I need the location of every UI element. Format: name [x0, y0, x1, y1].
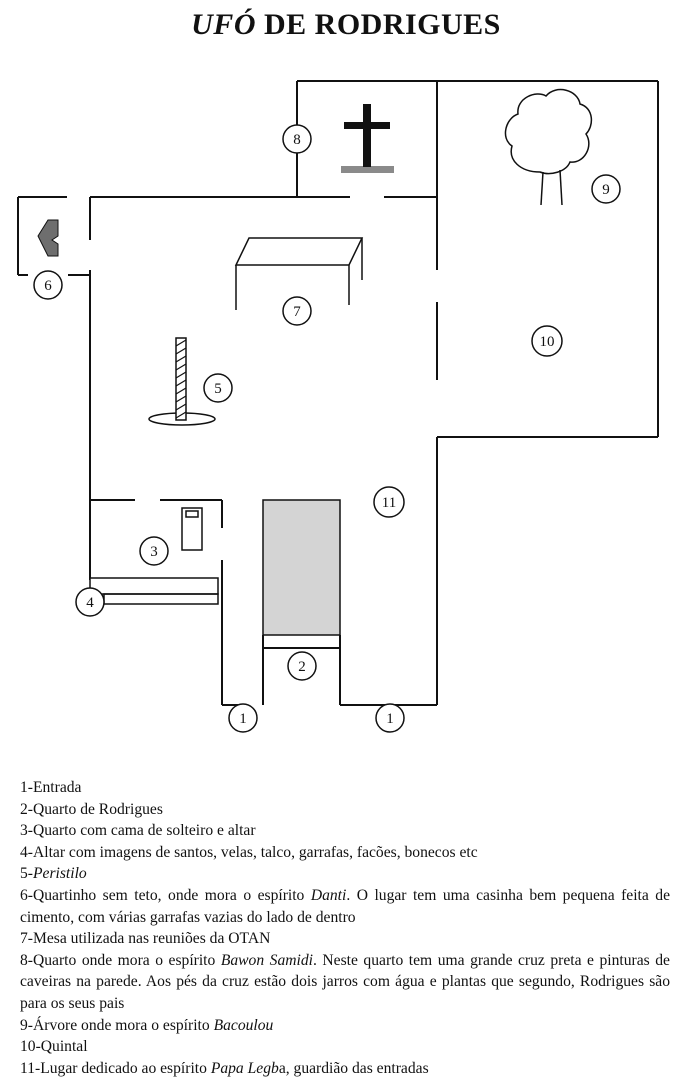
svg-text:1: 1 [386, 711, 394, 727]
marker-9 [592, 175, 620, 203]
cross-horizontal [344, 122, 390, 129]
legend-item-5 [20, 863, 670, 885]
legend-item-8-a: 8-Quarto onde mora o espírito [20, 951, 221, 969]
svg-text:2: 2 [298, 659, 306, 675]
room2-bed-block [263, 500, 340, 635]
legend-item-11 [20, 1058, 670, 1079]
svg-text:5: 5 [214, 381, 222, 397]
marker-3 [140, 537, 168, 565]
legend-item-6 [20, 885, 670, 928]
marker-1b [376, 704, 404, 732]
legend-item-6-a: 6-Quartinho sem teto, onde mora o espírito [20, 886, 311, 904]
svg-text:3: 3 [150, 544, 158, 560]
table-top [236, 238, 362, 265]
legend-item-1: 1-Entrada [20, 779, 82, 796]
tree-trunk-left [541, 172, 543, 205]
legend-item-11-name: Papa Legb [210, 1059, 279, 1077]
legend-item-4: 4-Altar com imagens de santos, velas, talco, garrafas, facões, bonecos etc [20, 843, 478, 861]
legend-item-5-num: 5- [20, 865, 33, 883]
legend-item-10: 10-Quintal [20, 1038, 88, 1056]
cross-base [341, 166, 394, 173]
legend-item-11-b: a, guardião das entradas [278, 1059, 429, 1077]
marker-7 [283, 297, 311, 325]
marker-2 [288, 652, 316, 680]
marker-4 [76, 588, 104, 616]
legend-item-8-b: . Neste quarto tem uma grande cruz preta e pinturas de caveiras na parede. Aos pés da cruz estão dois jarros com água e plantas que segundo, Rodrigues são para os seus pais [20, 951, 670, 1012]
cross-vertical [363, 104, 371, 167]
marker-11 [374, 487, 404, 517]
legend-item-9-name: Bacoulou [213, 1016, 274, 1034]
legend-item-5-name: Peristilo [33, 865, 87, 883]
svg-text:10: 10 [539, 334, 555, 350]
marker-6 [34, 271, 62, 299]
legend-item-8-name: Bawon Samidi [220, 951, 313, 969]
svg-text:8: 8 [293, 132, 301, 148]
title-rest: DE RODRIGUES [255, 8, 501, 41]
marker-1a [229, 704, 257, 732]
legend-item-7: 7-Mesa utilizada nas reuniões da OTAN [20, 930, 271, 948]
svg-text:4: 4 [86, 595, 94, 611]
markers [34, 125, 620, 732]
tree-trunk-right [560, 170, 562, 205]
marker-10 [532, 326, 562, 356]
svg-text:1: 1 [239, 711, 247, 727]
tree-icon [505, 90, 591, 205]
casinha-icon [38, 220, 58, 256]
pole-shaft [176, 338, 186, 420]
legend-item-8 [20, 950, 670, 1015]
legend-item-9 [20, 1015, 670, 1037]
legend-item-9-a: 9-Árvore onde mora o espírito [20, 1016, 214, 1034]
legend-item-11-a: 11-Lugar dedicado ao espírito [20, 1059, 211, 1077]
legend [20, 777, 670, 1079]
bed-icon [182, 508, 202, 550]
marker-5 [204, 374, 232, 402]
svg-text:11: 11 [381, 495, 397, 511]
legend-item-6-name: Danti [310, 886, 347, 904]
legend-item-6-b: . O lugar tem uma casinha bem pequena feita de cimento, com várias garrafas vazias do lado de dentro [20, 886, 670, 926]
legend-item-2: 2-Quarto de Rodrigues [20, 800, 163, 818]
svg-text:7: 7 [293, 304, 301, 320]
altar-bench-top [90, 578, 218, 594]
title-italic: UFÓ [191, 8, 256, 41]
altar-bench-shelf [104, 594, 218, 604]
legend-item-3: 3-Quarto com cama de solteiro e altar [20, 822, 256, 840]
altar-bench [90, 578, 218, 604]
marker-8 [283, 125, 311, 153]
bed-pillow [186, 511, 198, 517]
tree-crown [505, 90, 591, 174]
svg-text:6: 6 [44, 278, 52, 294]
cross-icon [341, 104, 394, 173]
svg-text:9: 9 [602, 182, 610, 198]
